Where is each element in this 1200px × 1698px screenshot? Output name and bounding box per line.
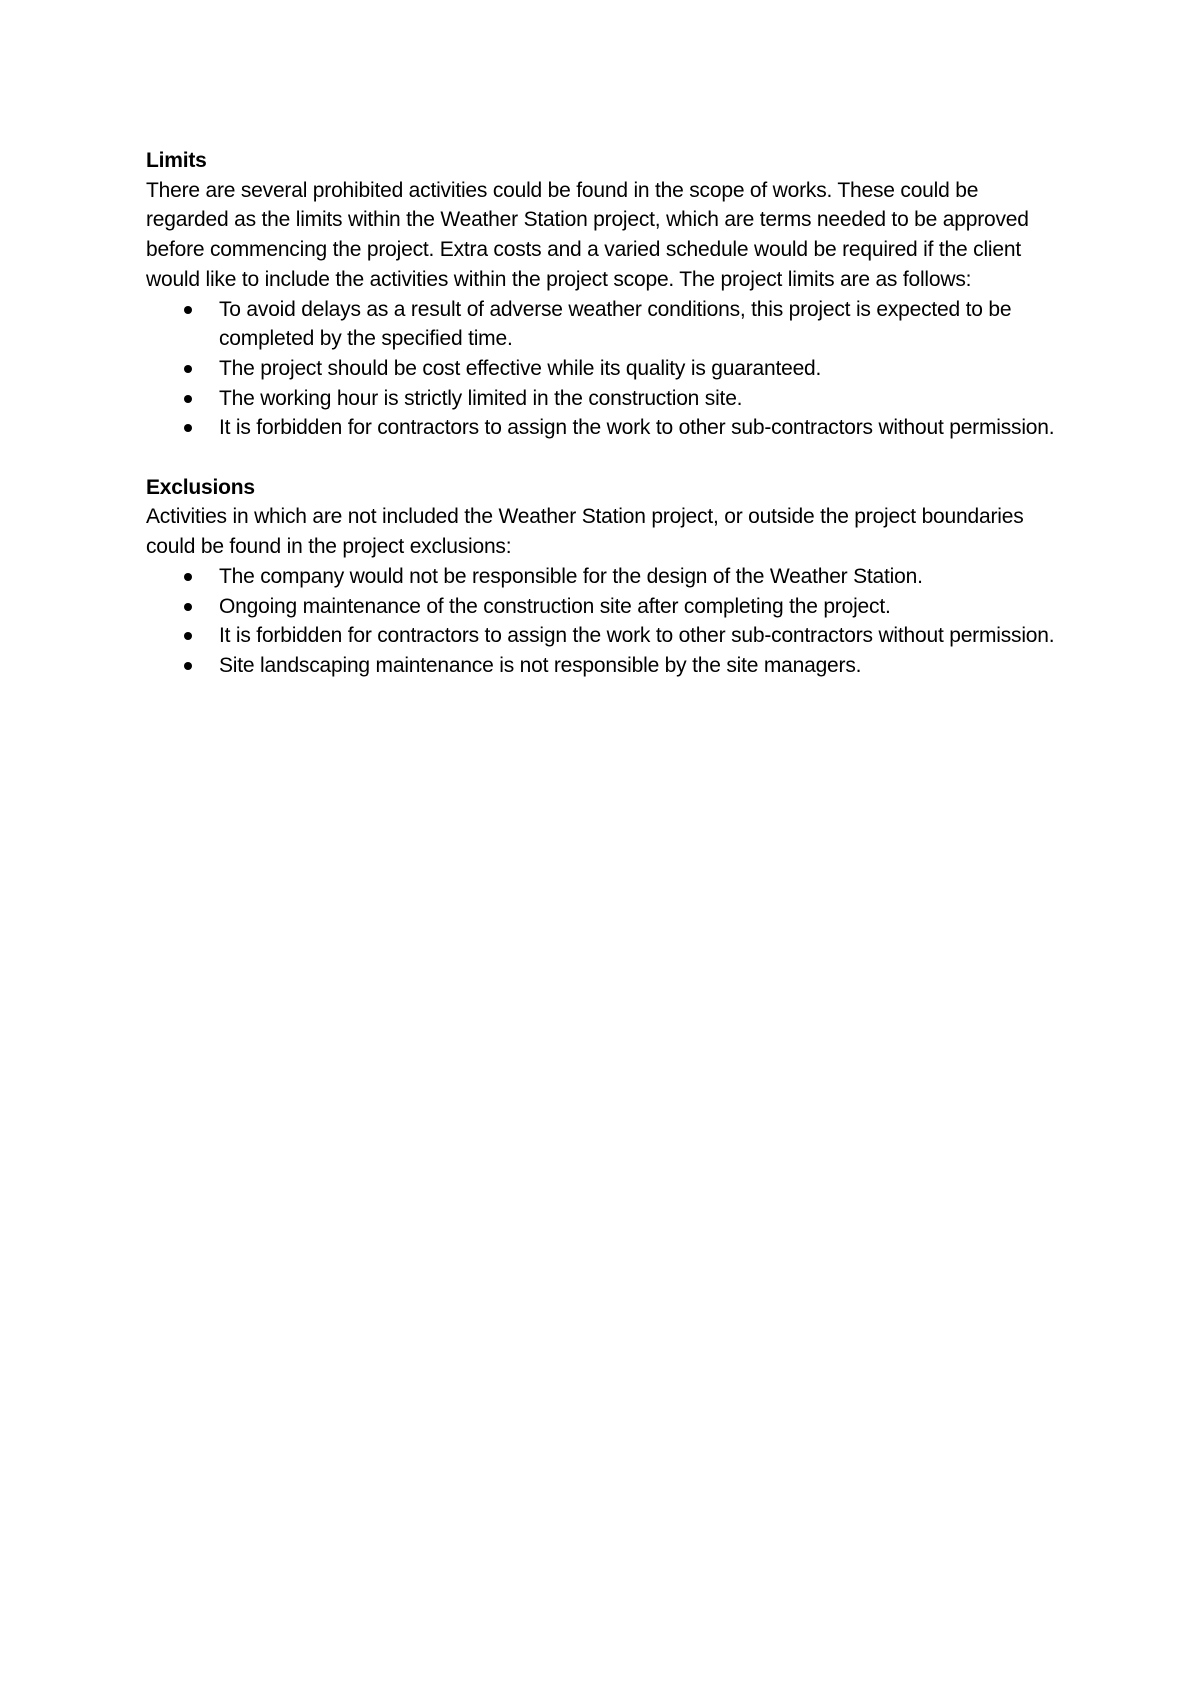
list-item [146, 413, 1066, 443]
list-item-text: To avoid delays as a result of adverse weather conditions, this project is expected to be completed by the specified time. [219, 297, 1012, 351]
list-item-text: The company would not be responsible for the design of the Weather Station. [219, 564, 923, 588]
bullet-icon [184, 573, 192, 581]
list-item-text: The project should be cost effective while its quality is guaranteed. [219, 356, 822, 380]
exclusions-heading: Exclusions [146, 475, 255, 499]
limits-list [146, 295, 1066, 444]
bullet-icon [184, 306, 192, 314]
list-item-text: Site landscaping maintenance is not responsible by the site managers. [219, 653, 862, 677]
list-item-text: Ongoing maintenance of the construction site after completing the project. [219, 594, 891, 618]
bullet-icon [184, 395, 192, 403]
limits-heading: Limits [146, 149, 207, 172]
exclusions-section [146, 473, 1066, 681]
list-item [146, 621, 1066, 651]
list-item [146, 562, 1066, 592]
bullet-icon [184, 632, 192, 640]
document-body [146, 146, 1066, 681]
bullet-icon [184, 603, 192, 611]
list-item-text: It is forbidden for contractors to assign the work to other sub-contractors without permission. [219, 416, 1055, 440]
list-item-text: The working hour is strictly limited in the construction site. [219, 386, 743, 410]
exclusions-list [146, 562, 1066, 681]
list-item [146, 354, 1066, 384]
bullet-icon [184, 365, 192, 373]
limits-section [146, 146, 1066, 443]
list-item [146, 592, 1066, 622]
limits-intro: There are several prohibited activities could be found in the scope of works. These could be regarded as the limits within the Weather Station project, which are terms needed to be approved before commencing the project. Extra costs and a varied schedule would be required if the client would like to include the activities within the project scope. The project limits are as follows: [146, 178, 1029, 291]
list-item [146, 384, 1066, 414]
list-item [146, 651, 1066, 681]
bullet-icon [184, 424, 192, 432]
exclusions-intro: Activities in which are not included the Weather Station project, or outside the project boundaries could be found in the project exclusions: [146, 505, 1024, 559]
list-item-text: It is forbidden for contractors to assign the work to other sub-contractors without permission. [219, 624, 1055, 648]
list-item [146, 295, 1066, 354]
bullet-icon [184, 662, 192, 670]
